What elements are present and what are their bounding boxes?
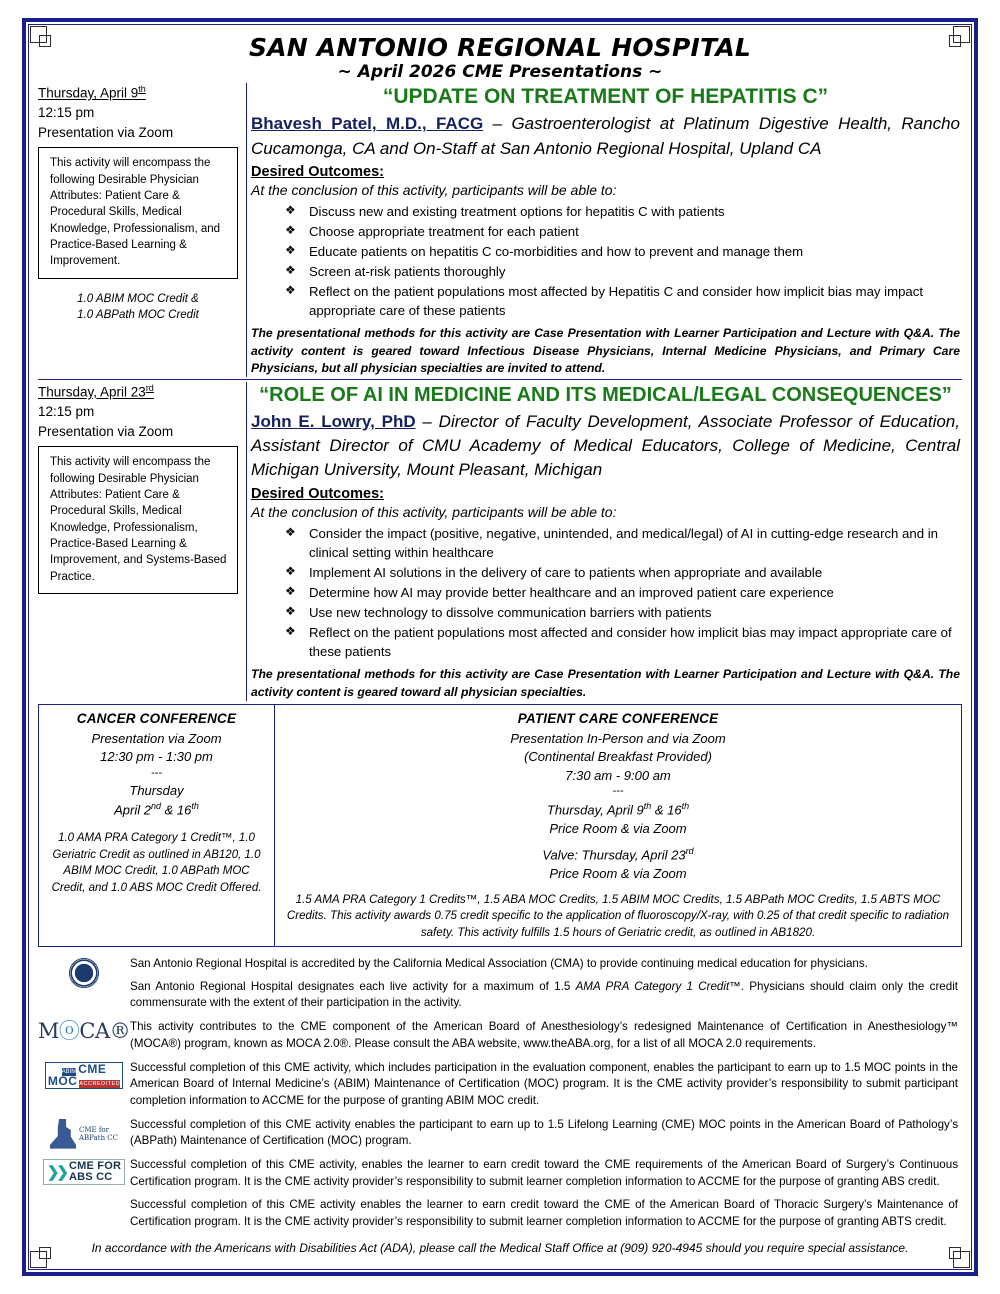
patient-care-room-1: Price Room & via Zoom (549, 820, 687, 836)
list-item (285, 583, 960, 602)
list-item (285, 262, 960, 281)
accreditation-section (38, 956, 962, 1255)
cma-p2-part-a: San Antonio Regional Hospital designates each live activity for a maximum of 1.5 (130, 979, 576, 993)
accreditation-row-cma (38, 956, 962, 1012)
list-item (285, 202, 960, 221)
abts-accreditation-text (130, 1197, 962, 1230)
cancer-date-2: & 16 (161, 802, 192, 818)
cancer-date-1: April 2 (114, 802, 151, 818)
session-2-bullet-4: Use new technology to dissolve communication barriers with patients (309, 605, 712, 621)
session-1-credit-line-2: 1.0 ABPath MOC Credit (77, 309, 199, 322)
double-chevron-icon: ❯❯ (46, 1163, 66, 1181)
abim-cme-moc-icon (45, 1062, 123, 1089)
session-1-credit-line-1: 1.0 ABIM MOC Credit & (77, 292, 199, 305)
conference-table (38, 704, 962, 947)
list-item (285, 222, 960, 241)
cma-paragraph-2 (130, 979, 958, 1012)
diamond-bullet-icon: ❖ (285, 604, 296, 619)
abs-accreditation-text (130, 1157, 962, 1190)
moca-letter-o: ⓞ (58, 1019, 80, 1044)
session-1-credits (38, 291, 238, 324)
session-2-date-text: Thursday, April 23 (38, 384, 146, 400)
session-2-bullet-2: Implement AI solutions in the delivery of care to patients when appropriate and available (309, 565, 823, 581)
abs-cme-icon (43, 1159, 125, 1185)
session-2-bullet-5: Reflect on the patient populations most affected and consider how implicit bias may impact appropriate care of these patients (309, 625, 952, 660)
session-1-outcomes-lead: At the conclusion of this activity, participants will be able to: (251, 181, 617, 198)
session-2-speaker-name: John E. Lowry, PhD (251, 412, 416, 432)
abs-logo-cell (38, 1157, 130, 1185)
abs-label-line-1: CME FOR (69, 1159, 122, 1172)
session-2-outcomes-heading: Desired Outcomes: (251, 485, 384, 502)
document-content (38, 30, 962, 1264)
cma-p2-credit-term: AMA PRA Category 1 Credit™ (575, 979, 741, 993)
abpath-logo-cell (38, 1117, 130, 1149)
cma-logo-cell (38, 956, 130, 988)
patient-care-conference-column (275, 705, 961, 946)
diamond-bullet-icon: ❖ (285, 203, 296, 218)
session-1-time: 12:15 pm (38, 105, 95, 121)
session-2-mode: Presentation via Zoom (38, 423, 174, 439)
cma-seal-icon (69, 958, 99, 988)
list-item (285, 242, 960, 261)
session-2-date-suffix: rd (145, 383, 154, 394)
abim-logo-cell (38, 1060, 130, 1089)
patient-care-breakfast: (Continental Breakfast Provided) (524, 749, 712, 765)
moca-logo-icon (38, 1021, 130, 1042)
session-1-title: “UPDATE ON TREATMENT OF HEPATITIS C” (382, 85, 829, 109)
session-2-sidebar (38, 382, 246, 594)
diamond-bullet-icon: ❖ (285, 525, 296, 540)
session-2-bullet-1: Consider the impact (positive, negative, unintended, and medical/legal) of AI in cutting-edge research and in clinical setting within healthcare (309, 526, 938, 561)
session-1-bullet-1: Discuss new and existing treatment options for hepatitis C with patients (309, 204, 725, 220)
patient-care-heading: PATIENT CARE CONFERENCE (517, 710, 719, 726)
cancer-date-2-suffix: th (191, 801, 199, 812)
patient-care-time: 7:30 am - 9:00 am (565, 767, 671, 783)
abpath-label-line-1: CME for (78, 1125, 109, 1134)
abs-paragraph: Successful completion of this CME activity, enables the learner to earn credit toward the CME requirements of the American Board of Surgery’s Continuous Certification program. It is the CME activity provider’s responsibility to submit learner completion information to ACCME for the purpose of granting ABS credit. (130, 1157, 958, 1188)
ada-notice: In accordance with the Americans with Disabilities Act (ADA), please call the Medical Staff Office at (909) 920-4945 should you require special assistance. (91, 1240, 909, 1255)
session-2-bullet-3: Determine how AI may provide better healthcare and an improved patient care experience (309, 585, 834, 601)
session-1-bullet-3: Educate patients on hepatitis C co-morbidities and how to prevent and manage them (309, 244, 804, 260)
list-item (285, 603, 960, 622)
list-item (285, 524, 960, 562)
accreditation-row-abs (38, 1157, 962, 1190)
session-1-speaker-name: Bhavesh Patel, M.D., FACG (251, 114, 484, 134)
session-2-time: 12:15 pm (38, 404, 95, 420)
abts-paragraph: Successful completion of this CME activity enables the learner to earn credit toward the CME of the American Board of Thoracic Surgery’s Maintenance of Certification program. It is the CME activity provider’s responsibility to submit learner completion information to ACCME for the purpose of granting ABTS credit. (130, 1198, 958, 1228)
patient-care-credits: 1.5 AMA PRA Category 1 Credits™, 1.5 ABA MOC Credits, 1.5 ABIM MOC Credits, 1.5 ABPath MOC Credits, 1.5 ABTS MOC Credits. This activity awards 0.75 credit specific to the application of fluoroscopy/X-ray, with 0.25 of that credit specific to radiation safety. This activity fulfills 1.5 hours of Geriatric credit, as outlined in AB1820. (286, 892, 950, 940)
cancer-conference-divider: --- (151, 766, 162, 779)
cancer-conference-time: 12:30 pm - 1:30 pm (100, 749, 213, 765)
accreditation-row-moca (38, 1019, 962, 1052)
session-hepatitis-c (38, 83, 962, 377)
cancer-conference-day: Thursday (129, 782, 184, 798)
patient-care-date-2-suffix: th (681, 801, 690, 812)
patient-care-spacer (281, 838, 955, 845)
cancer-conference-heading: CANCER CONFERENCE (76, 710, 237, 726)
document-header (38, 30, 962, 83)
diamond-bullet-icon: ❖ (285, 243, 296, 258)
moca-logo-cell (38, 1019, 130, 1042)
session-1-date-text: Thursday, April 9 (38, 85, 139, 101)
abim-logo-bottom-label: ACCREDITED (79, 1081, 121, 1088)
session-2-attributes-box: This activity will encompass the following Desirable Physician Attributes: Patient Care & Procedural Skills, Medical Knowledge, Professionalism, Practice-Based Learning & Improvement, and Systems-Based Practice. (38, 446, 238, 594)
abpath-microscope-icon (50, 1119, 118, 1149)
diamond-bullet-icon: ❖ (285, 584, 296, 599)
moca-accreditation-text (130, 1019, 962, 1052)
session-2-outcome-list (251, 524, 960, 661)
abs-logo-label (69, 1161, 121, 1183)
cancer-date-1-suffix: nd (150, 801, 161, 812)
accreditation-row-abpath (38, 1117, 962, 1150)
cma-accreditation-text (130, 956, 962, 1012)
list-item (285, 623, 960, 661)
moca-paragraph: This activity contributes to the CME component of the American Board of Anesthesiology’s redesigned Maintenance of Certification in Anesthesiology™ (MOCA®) program, known as MOCA 2.0®. Please consult the ABA website, www.theABA.org, for a list of all MOCA 2.0 requirements. (130, 1020, 958, 1050)
abim-logo-mid-label: CME MOC (47, 1061, 107, 1089)
accreditation-row-abts (38, 1197, 962, 1230)
patient-care-mode: Presentation In-Person and via Zoom (510, 730, 726, 746)
cancer-conference-credits: 1.0 AMA PRA Category 1 Credit™, 1.0 Geriatric Credit as outlined in AB120, 1.0 ABIM MOC Credit, 1.0 ABPath MOC Credit, and 1.0 ABS MOC Credit Offered. (51, 831, 262, 894)
diamond-bullet-icon: ❖ (285, 564, 296, 579)
cancer-conference-dates (45, 800, 268, 820)
patient-care-date-1-suffix: th (643, 801, 652, 812)
session-1-bullet-2: Choose appropriate treatment for each patient (309, 224, 579, 240)
hospital-title: SAN ANTONIO REGIONAL HOSPITAL (248, 33, 752, 62)
session-ai-medicine (38, 379, 962, 701)
diamond-bullet-icon: ❖ (285, 283, 296, 298)
session-2-title: “ROLE OF AI IN MEDICINE AND ITS MEDICAL/LEGAL CONSEQUENCES” (259, 384, 952, 407)
session-1-speaker (251, 112, 960, 160)
session-1-sidebar (38, 83, 246, 324)
session-2-outcomes-lead: At the conclusion of this activity, participants will be able to: (251, 503, 617, 520)
patient-care-dates (281, 800, 955, 820)
session-2-speaker (251, 410, 960, 482)
patient-care-date-1: Thursday, April 9 (546, 802, 644, 818)
abpath-label-line-2: ABPath CC (78, 1133, 119, 1142)
document-subtitle: ~ April 2026 CME Presentations ~ (337, 62, 663, 82)
session-1-bullet-5: Reflect on the patient populations most affected by Hepatitis C and consider how implicit bias may impact appropriate care of these patients (309, 284, 924, 319)
diamond-bullet-icon: ❖ (285, 263, 296, 278)
diamond-bullet-icon: ❖ (285, 223, 296, 238)
abs-label-line-2: ABS CC (69, 1171, 113, 1184)
session-2-methods: The presentational methods for this activity are Case Presentation with Learner Participation and Lecture with Q&A. The activity content is geared toward all physician specialties. (251, 667, 960, 699)
cancer-conference-mode: Presentation via Zoom (91, 730, 222, 746)
abpath-logo-label (79, 1126, 118, 1142)
abim-logo-top-label: ABIM (61, 1068, 77, 1075)
patient-care-valve-text: Valve: Thursday, April 23 (542, 847, 686, 863)
patient-care-divider: --- (612, 785, 624, 798)
session-1-speaker-desc: – Gastroenterologist at Platinum Digestive Health, Rancho Cucamonga, CA and On-Staff at San Antonio Regional Hospital, Upland CA (251, 114, 960, 158)
cancer-conference-column (39, 705, 275, 946)
session-1-attributes-box: This activity will encompass the following Desirable Physician Attributes: Patient Care & Procedural Skills, Medical Knowledge, Professionalism, and Practice-Based Learning & Improvement. (38, 147, 238, 278)
patient-care-room-2: Price Room & via Zoom (549, 866, 687, 882)
list-item (285, 282, 960, 320)
abim-paragraph: Successful completion of this CME activity, which includes participation in the evaluation component, enables the participant to earn up to 1.5 MOC points in the American Board of Internal Medicine’s (ABIM) Maintenance of Certification (MOC) program. It is the CME activity provider’s responsibility to submit participant completion information to ACCME for the purpose of granting ABIM MOC credit. (130, 1060, 958, 1107)
patient-care-valve-suffix: rd (685, 846, 694, 857)
moca-letter-m: M (37, 1019, 59, 1044)
session-1-mode: Presentation via Zoom (38, 124, 174, 140)
abts-logo-cell (38, 1197, 130, 1199)
session-2-main (246, 382, 962, 701)
session-1-outcome-list (251, 202, 960, 320)
moca-letters-ca: CA® (79, 1019, 131, 1044)
microscope-shape-icon (50, 1119, 76, 1149)
session-2-date (38, 382, 238, 402)
session-2-speaker-desc: – Director of Faculty Development, Associate Professor of Education, Assistant Director of CMU Academy of Medical Educators, College of Medicine, Central Michigan University, Mount Pleasant, Michigan (251, 412, 960, 480)
session-1-bullet-4: Screen at-risk patients thoroughly (309, 264, 506, 280)
session-1-date (38, 83, 238, 103)
accreditation-row-abim (38, 1060, 962, 1110)
cma-paragraph-1: San Antonio Regional Hospital is accredited by the California Medical Association (CMA) to provide continuing medical education for physicians. (130, 957, 868, 971)
abpath-paragraph: Successful completion of this CME activity enables the participant to earn up to 1.5 Lifelong Learning (CME) MOC points in the American Board of Pathology’s (ABPath) Maintenance of Certification (MOC) program. (130, 1117, 958, 1148)
session-1-main (246, 83, 962, 377)
cma-p2-part-b: . Physicians should claim only the credit commensurate with the extent of their participation in the activity. (130, 979, 958, 1010)
patient-care-date-2: & 16 (651, 802, 682, 818)
abpath-accreditation-text (130, 1117, 962, 1150)
session-1-methods: The presentational methods for this activity are Case Presentation with Learner Participation and Lecture with Q&A. The activity content is geared toward Infectious Disease Physicians, Internal Medicine Physicians, and Primary Care Physicians, but all physician specialties are invited to attend. (251, 326, 960, 375)
diamond-bullet-icon: ❖ (285, 624, 296, 639)
session-1-date-suffix: th (138, 84, 146, 95)
abim-accreditation-text (130, 1060, 962, 1110)
list-item (285, 563, 960, 582)
session-1-outcomes-heading: Desired Outcomes: (251, 163, 384, 180)
patient-care-valve-date (281, 845, 955, 865)
